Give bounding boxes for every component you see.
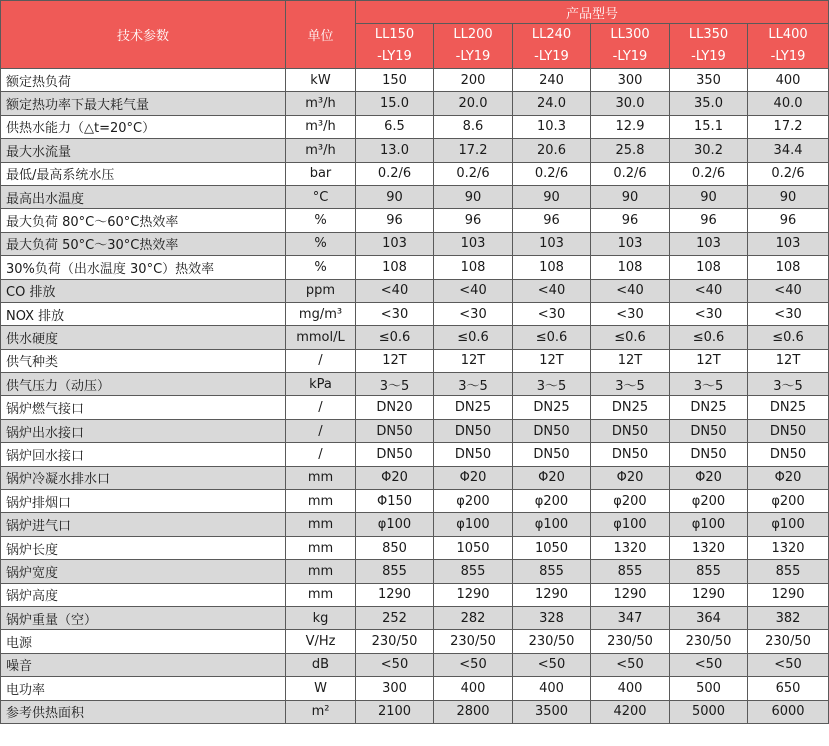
value-cell: ≤0.6 — [591, 326, 670, 349]
value-cell: 850 — [356, 536, 434, 559]
table-row — [1, 256, 829, 279]
value-cell: φ100 — [748, 513, 829, 536]
param-cell: 锅炉排烟口 — [1, 490, 286, 513]
table-row — [1, 560, 829, 583]
value-cell: 12T — [748, 349, 829, 372]
table-row — [1, 466, 829, 489]
value-cell: 855 — [356, 560, 434, 583]
value-cell: 230/50 — [670, 630, 748, 653]
value-cell: ≤0.6 — [513, 326, 591, 349]
unit-cell: % — [286, 209, 356, 232]
param-cell: 最低/最高系统水压 — [1, 162, 286, 185]
unit-cell: / — [286, 443, 356, 466]
value-cell: 3～5 — [513, 373, 591, 396]
value-cell: ≤0.6 — [356, 326, 434, 349]
value-cell: φ200 — [670, 490, 748, 513]
value-cell: 96 — [591, 209, 670, 232]
value-cell: 3～5 — [434, 373, 513, 396]
spec-table-body — [1, 69, 829, 724]
value-cell: <30 — [356, 302, 434, 325]
model-header: LL300 -LY19 — [591, 24, 670, 69]
value-cell: DN50 — [670, 443, 748, 466]
unit-cell: W — [286, 677, 356, 700]
table-row — [1, 513, 829, 536]
table-row — [1, 92, 829, 115]
value-cell: 1290 — [748, 583, 829, 606]
value-cell: 24.0 — [513, 92, 591, 115]
value-cell: 96 — [748, 209, 829, 232]
value-cell: <30 — [434, 302, 513, 325]
value-cell: φ100 — [434, 513, 513, 536]
unit-cell: °C — [286, 185, 356, 208]
value-cell: 282 — [434, 606, 513, 629]
unit-cell: kW — [286, 69, 356, 92]
value-cell: 90 — [513, 185, 591, 208]
value-cell: 96 — [670, 209, 748, 232]
value-cell: 1290 — [434, 583, 513, 606]
unit-cell: kg — [286, 606, 356, 629]
unit-header: 单位 — [286, 1, 356, 69]
value-cell: <50 — [434, 653, 513, 676]
param-cell: 锅炉宽度 — [1, 560, 286, 583]
value-cell: DN50 — [513, 443, 591, 466]
param-cell: 噪音 — [1, 653, 286, 676]
value-cell: 400 — [591, 677, 670, 700]
value-cell: 90 — [591, 185, 670, 208]
table-row — [1, 209, 829, 232]
value-cell: 150 — [356, 69, 434, 92]
value-cell: 0.2/6 — [591, 162, 670, 185]
value-cell: 5000 — [670, 700, 748, 723]
value-cell: DN50 — [748, 443, 829, 466]
unit-cell: V/Hz — [286, 630, 356, 653]
unit-cell: m³/h — [286, 92, 356, 115]
unit-cell: mm — [286, 536, 356, 559]
unit-cell: dB — [286, 653, 356, 676]
value-cell: Φ20 — [670, 466, 748, 489]
value-cell: φ200 — [748, 490, 829, 513]
value-cell: <40 — [434, 279, 513, 302]
value-cell: <30 — [670, 302, 748, 325]
value-cell: DN25 — [434, 396, 513, 419]
value-cell: φ100 — [513, 513, 591, 536]
param-cell: 额定热负荷 — [1, 69, 286, 92]
value-cell: 1050 — [513, 536, 591, 559]
model-header: LL240 -LY19 — [513, 24, 591, 69]
value-cell: 855 — [748, 560, 829, 583]
value-cell: 3～5 — [748, 373, 829, 396]
value-cell: 0.2/6 — [434, 162, 513, 185]
model-header: LL350 -LY19 — [670, 24, 748, 69]
value-cell: 30.0 — [591, 92, 670, 115]
value-cell: 200 — [434, 69, 513, 92]
value-cell: 30.2 — [670, 139, 748, 162]
value-cell: Φ20 — [356, 466, 434, 489]
value-cell: 230/50 — [356, 630, 434, 653]
value-cell: <50 — [748, 653, 829, 676]
value-cell: 3～5 — [356, 373, 434, 396]
table-row — [1, 115, 829, 138]
value-cell: DN50 — [434, 419, 513, 442]
table-row — [1, 606, 829, 629]
value-cell: 90 — [670, 185, 748, 208]
value-cell: 17.2 — [748, 115, 829, 138]
param-cell: 供气种类 — [1, 349, 286, 372]
value-cell: 6000 — [748, 700, 829, 723]
param-cell: 最大水流量 — [1, 139, 286, 162]
unit-cell: kPa — [286, 373, 356, 396]
table-row — [1, 700, 829, 723]
param-cell: 锅炉重量（空） — [1, 606, 286, 629]
value-cell: DN50 — [591, 443, 670, 466]
value-cell: ≤0.6 — [748, 326, 829, 349]
value-cell: φ100 — [356, 513, 434, 536]
value-cell: 230/50 — [434, 630, 513, 653]
value-cell: 12.9 — [591, 115, 670, 138]
value-cell: DN25 — [513, 396, 591, 419]
value-cell: 230/50 — [591, 630, 670, 653]
value-cell: 40.0 — [748, 92, 829, 115]
value-cell: 15.0 — [356, 92, 434, 115]
unit-cell: mm — [286, 560, 356, 583]
value-cell: DN50 — [434, 443, 513, 466]
value-cell: 12T — [670, 349, 748, 372]
unit-cell: mmol/L — [286, 326, 356, 349]
value-cell: DN25 — [670, 396, 748, 419]
table-row — [1, 630, 829, 653]
value-cell: 4200 — [591, 700, 670, 723]
table-row — [1, 326, 829, 349]
table-row — [1, 139, 829, 162]
value-cell: 1290 — [670, 583, 748, 606]
value-cell: 855 — [591, 560, 670, 583]
param-cell: 供气压力（动压） — [1, 373, 286, 396]
table-row — [1, 185, 829, 208]
param-cell: 锅炉回水接口 — [1, 443, 286, 466]
value-cell: φ200 — [434, 490, 513, 513]
unit-cell: m³/h — [286, 139, 356, 162]
param-cell: 锅炉出水接口 — [1, 419, 286, 442]
value-cell: 855 — [670, 560, 748, 583]
value-cell: 96 — [356, 209, 434, 232]
value-cell: 364 — [670, 606, 748, 629]
value-cell: 90 — [748, 185, 829, 208]
param-cell: 锅炉冷凝水排水口 — [1, 466, 286, 489]
param-cell: 供水硬度 — [1, 326, 286, 349]
value-cell: 96 — [513, 209, 591, 232]
value-cell: DN50 — [356, 419, 434, 442]
value-cell: φ200 — [591, 490, 670, 513]
value-cell: <40 — [670, 279, 748, 302]
value-cell: DN50 — [748, 419, 829, 442]
value-cell: 12T — [434, 349, 513, 372]
value-cell: 12T — [591, 349, 670, 372]
param-cell: 锅炉长度 — [1, 536, 286, 559]
value-cell: 108 — [748, 256, 829, 279]
param-cell: 最大负荷 80°C～60°C热效率 — [1, 209, 286, 232]
param-cell: 最大负荷 50°C～30°C热效率 — [1, 232, 286, 255]
value-cell: 300 — [356, 677, 434, 700]
value-cell: 10.3 — [513, 115, 591, 138]
table-row — [1, 349, 829, 372]
value-cell: <50 — [513, 653, 591, 676]
value-cell: 103 — [748, 232, 829, 255]
table-row — [1, 677, 829, 700]
table-row — [1, 373, 829, 396]
model-header: LL150 -LY19 — [356, 24, 434, 69]
value-cell: 1290 — [356, 583, 434, 606]
value-cell: 17.2 — [434, 139, 513, 162]
unit-cell: / — [286, 396, 356, 419]
value-cell: <50 — [670, 653, 748, 676]
value-cell: 0.2/6 — [748, 162, 829, 185]
table-row — [1, 490, 829, 513]
value-cell: 1320 — [748, 536, 829, 559]
value-cell: 650 — [748, 677, 829, 700]
param-cell: 锅炉燃气接口 — [1, 396, 286, 419]
param-cell: CO 排放 — [1, 279, 286, 302]
value-cell: DN25 — [748, 396, 829, 419]
value-cell: 34.4 — [748, 139, 829, 162]
param-cell: NOX 排放 — [1, 302, 286, 325]
value-cell: 103 — [356, 232, 434, 255]
param-cell: 30%负荷（出水温度 30°C）热效率 — [1, 256, 286, 279]
model-header: LL200 -LY19 — [434, 24, 513, 69]
value-cell: DN50 — [356, 443, 434, 466]
value-cell: 230/50 — [748, 630, 829, 653]
table-row — [1, 69, 829, 92]
value-cell: 108 — [434, 256, 513, 279]
value-cell: DN50 — [513, 419, 591, 442]
value-cell: 1290 — [591, 583, 670, 606]
value-cell: 103 — [670, 232, 748, 255]
table-row — [1, 302, 829, 325]
param-cell: 参考供热面积 — [1, 700, 286, 723]
value-cell: 2800 — [434, 700, 513, 723]
value-cell: 90 — [434, 185, 513, 208]
value-cell: 1320 — [670, 536, 748, 559]
value-cell: 15.1 — [670, 115, 748, 138]
value-cell: 500 — [670, 677, 748, 700]
value-cell: Φ150 — [356, 490, 434, 513]
param-cell: 额定热功率下最大耗气量 — [1, 92, 286, 115]
value-cell: <40 — [748, 279, 829, 302]
table-row — [1, 536, 829, 559]
value-cell: 108 — [591, 256, 670, 279]
value-cell: 25.8 — [591, 139, 670, 162]
value-cell: <30 — [748, 302, 829, 325]
param-cell: 电功率 — [1, 677, 286, 700]
value-cell: DN20 — [356, 396, 434, 419]
table-row — [1, 162, 829, 185]
value-cell: Φ20 — [748, 466, 829, 489]
value-cell: 1050 — [434, 536, 513, 559]
unit-cell: % — [286, 232, 356, 255]
value-cell: 20.6 — [513, 139, 591, 162]
value-cell: 8.6 — [434, 115, 513, 138]
value-cell: φ100 — [591, 513, 670, 536]
value-cell: 347 — [591, 606, 670, 629]
param-header: 技术参数 — [1, 1, 286, 69]
table-row — [1, 443, 829, 466]
value-cell: 108 — [513, 256, 591, 279]
value-cell: DN50 — [670, 419, 748, 442]
value-cell: <30 — [591, 302, 670, 325]
value-cell: 400 — [434, 677, 513, 700]
value-cell: <40 — [513, 279, 591, 302]
param-cell: 电源 — [1, 630, 286, 653]
value-cell: <50 — [356, 653, 434, 676]
unit-cell: mm — [286, 513, 356, 536]
value-cell: 108 — [356, 256, 434, 279]
unit-cell: / — [286, 349, 356, 372]
value-cell: DN50 — [591, 419, 670, 442]
value-cell: DN25 — [591, 396, 670, 419]
table-row — [1, 583, 829, 606]
value-cell: 3～5 — [591, 373, 670, 396]
table-row — [1, 653, 829, 676]
value-cell: 0.2/6 — [513, 162, 591, 185]
value-cell: 1290 — [513, 583, 591, 606]
value-cell: 35.0 — [670, 92, 748, 115]
value-cell: ≤0.6 — [434, 326, 513, 349]
value-cell: 252 — [356, 606, 434, 629]
value-cell: <40 — [356, 279, 434, 302]
unit-cell: mm — [286, 583, 356, 606]
value-cell: 328 — [513, 606, 591, 629]
value-cell: 103 — [591, 232, 670, 255]
value-cell: φ100 — [670, 513, 748, 536]
value-cell: 855 — [434, 560, 513, 583]
param-cell: 供热水能力（△t=20°C） — [1, 115, 286, 138]
value-cell: <50 — [591, 653, 670, 676]
table-row — [1, 396, 829, 419]
value-cell: 108 — [670, 256, 748, 279]
unit-cell: mg/m³ — [286, 302, 356, 325]
unit-cell: mm — [286, 466, 356, 489]
value-cell: 855 — [513, 560, 591, 583]
value-cell: 240 — [513, 69, 591, 92]
table-row — [1, 279, 829, 302]
value-cell: 382 — [748, 606, 829, 629]
value-cell: 20.0 — [434, 92, 513, 115]
value-cell: 400 — [748, 69, 829, 92]
value-cell: 400 — [513, 677, 591, 700]
table-row — [1, 419, 829, 442]
value-cell: 103 — [434, 232, 513, 255]
value-cell: Φ20 — [591, 466, 670, 489]
value-cell: 13.0 — [356, 139, 434, 162]
model-group-header: 产品型号 — [356, 1, 829, 24]
param-cell: 锅炉进气口 — [1, 513, 286, 536]
value-cell: 1320 — [591, 536, 670, 559]
table-row — [1, 232, 829, 255]
param-cell: 最高出水温度 — [1, 185, 286, 208]
value-cell: 103 — [513, 232, 591, 255]
value-cell: 96 — [434, 209, 513, 232]
model-header: LL400 -LY19 — [748, 24, 829, 69]
value-cell: 90 — [356, 185, 434, 208]
value-cell: 300 — [591, 69, 670, 92]
unit-cell: ppm — [286, 279, 356, 302]
value-cell: Φ20 — [434, 466, 513, 489]
value-cell: <30 — [513, 302, 591, 325]
value-cell: <40 — [591, 279, 670, 302]
value-cell: 12T — [356, 349, 434, 372]
value-cell: 230/50 — [513, 630, 591, 653]
value-cell: 0.2/6 — [670, 162, 748, 185]
value-cell: 3～5 — [670, 373, 748, 396]
value-cell: 350 — [670, 69, 748, 92]
value-cell: 2100 — [356, 700, 434, 723]
value-cell: 12T — [513, 349, 591, 372]
unit-cell: / — [286, 419, 356, 442]
value-cell: φ200 — [513, 490, 591, 513]
value-cell: ≤0.6 — [670, 326, 748, 349]
unit-cell: m² — [286, 700, 356, 723]
value-cell: 6.5 — [356, 115, 434, 138]
value-cell: 0.2/6 — [356, 162, 434, 185]
unit-cell: mm — [286, 490, 356, 513]
value-cell: 3500 — [513, 700, 591, 723]
param-cell: 锅炉高度 — [1, 583, 286, 606]
unit-cell: m³/h — [286, 115, 356, 138]
unit-cell: bar — [286, 162, 356, 185]
unit-cell: % — [286, 256, 356, 279]
value-cell: Φ20 — [513, 466, 591, 489]
